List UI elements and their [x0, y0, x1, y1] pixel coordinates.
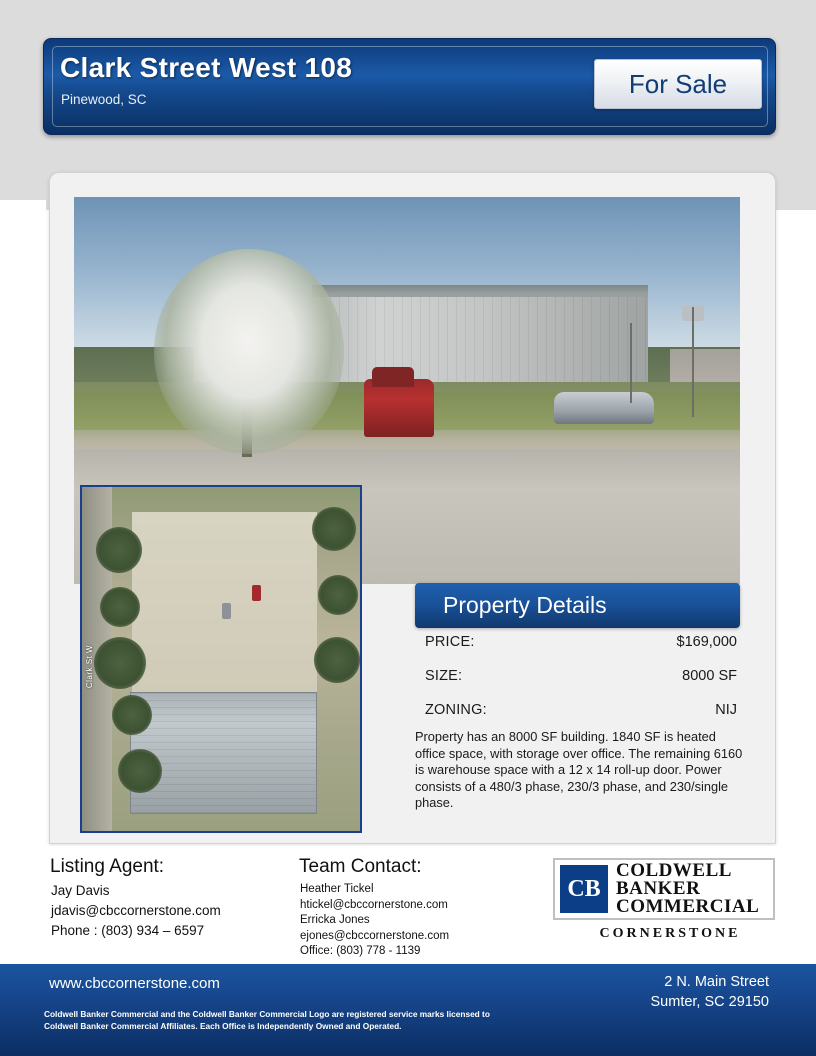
detail-row: [415, 634, 745, 668]
photo-utility-pole: [630, 323, 632, 403]
logo-line-banker: BANKER: [616, 878, 701, 899]
team-contact2-name: Erricka Jones: [300, 914, 370, 926]
page-subtitle: Pinewood, SC: [61, 92, 147, 107]
photo-flowering-tree: [154, 249, 344, 454]
aerial-tree: [112, 695, 152, 735]
team-office-phone: Office: (803) 778 - 1139: [300, 945, 421, 957]
status-badge: [594, 59, 762, 109]
photo-utility-pole: [692, 307, 694, 417]
aerial-street-label: Clark St W: [85, 644, 95, 689]
aerial-red-vehicle: [252, 585, 261, 601]
detail-value-zoning: NIJ: [715, 702, 737, 718]
aerial-building-roof: [130, 692, 317, 814]
footer-legal-disclaimer: Coldwell Banker Commercial and the Coldwell Banker Commercial Logo are registered service marks licensed to Coldwell Banker Commercial Affiliates. Each Office is Independently Owned and Operated.: [44, 1009, 490, 1031]
footer-address: [651, 972, 770, 1012]
aerial-tree: [318, 575, 358, 615]
team-contact2-email[interactable]: ejones@cbccornerstone.com: [300, 929, 450, 942]
page-title: Clark Street West 108: [60, 52, 353, 83]
aerial-tree: [100, 587, 140, 627]
property-aerial-photo: [80, 485, 362, 833]
logo-line-commercial: COMMERCIAL: [616, 896, 760, 917]
aerial-tree: [96, 527, 142, 573]
cb-monogram-icon: CB: [560, 865, 608, 913]
detail-label-size: SIZE:: [425, 668, 463, 684]
footer-address-line2: Sumter, SC 29150: [650, 994, 769, 1010]
aerial-gray-vehicle: [222, 603, 231, 619]
coldwell-banker-commercial-logo: [553, 858, 775, 920]
detail-label-price: PRICE:: [425, 634, 475, 650]
footer-website-link[interactable]: www.cbccornerstone.com: [49, 975, 220, 992]
photo-red-truck: [364, 379, 434, 437]
team-contact-heading: Team Contact:: [299, 856, 422, 877]
logo-affiliate-name: CORNERSTONE: [599, 926, 741, 941]
agent-email[interactable]: jdavis@cbccornerstone.com: [51, 903, 221, 918]
agent-phone: Phone : (803) 934 – 6597: [51, 923, 205, 938]
property-description: Property has an 8000 SF building. 1840 SF is heated office space, with storage over office. The remaining 6160 is warehouse space with a 12 x 14 roll-up door. Power consists of a 480/3 phase, 230/3 phase, and 230/single phase.: [415, 729, 743, 810]
property-details-heading: Property Details: [443, 592, 607, 618]
photo-silver-car: [554, 392, 654, 424]
footer-address-line1: 2 N. Main Street: [664, 974, 769, 990]
detail-row: [415, 668, 745, 702]
logo-line-coldwell: COLDWELL: [616, 860, 732, 881]
listing-agent-block: [51, 881, 221, 941]
detail-value-size: 8000 SF: [682, 668, 737, 684]
logo-wordmark: [616, 862, 759, 916]
agent-name: Jay Davis: [51, 883, 110, 898]
photo-truck-cab: [372, 367, 414, 387]
aerial-roof-seams: [131, 693, 316, 813]
team-contact-block: [300, 882, 449, 960]
status-badge-label: For Sale: [628, 68, 728, 99]
listing-agent-heading: Listing Agent:: [50, 856, 165, 877]
aerial-tree: [312, 507, 356, 551]
detail-label-zoning: ZONING:: [425, 702, 487, 718]
detail-value-price: $169,000: [676, 634, 737, 650]
aerial-tree: [118, 749, 162, 793]
aerial-tree: [94, 637, 146, 689]
property-details-banner: [415, 583, 740, 628]
team-contact1-name: Heather Tickel: [300, 883, 374, 895]
property-details-list: [415, 634, 745, 736]
aerial-tree: [314, 637, 360, 683]
team-contact1-email[interactable]: htickel@cbccornerstone.com: [300, 898, 448, 911]
